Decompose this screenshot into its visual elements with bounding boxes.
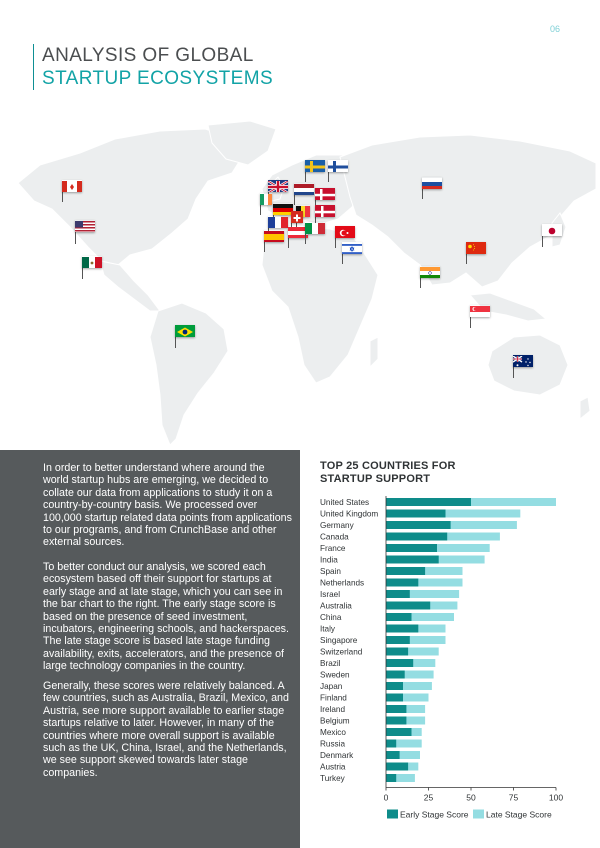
intro-paragraph: In order to better understand where around the world startup hubs are emerging, we decided to collate our data from applications to study it on a country-by-country basis. We processed over 100,000 startup related data points from applications to our programs, and from CrunchBase and other external sources. bbox=[43, 462, 292, 549]
category-label: Germany bbox=[320, 521, 354, 530]
uk-flag-icon bbox=[268, 180, 288, 192]
bar-early-stage bbox=[386, 694, 403, 702]
bar-early-stage bbox=[386, 763, 408, 771]
bar-early-stage bbox=[386, 717, 406, 725]
bar-early-stage bbox=[386, 510, 446, 518]
x-tick-label: 100 bbox=[548, 792, 564, 803]
bar-early-stage bbox=[386, 774, 396, 782]
category-label: China bbox=[320, 613, 342, 622]
usa-flag-icon bbox=[75, 220, 95, 232]
bar-early-stage bbox=[386, 521, 451, 529]
france-flag-icon bbox=[268, 216, 288, 228]
bar-early-stage bbox=[386, 682, 403, 690]
category-label: Italy bbox=[320, 624, 336, 634]
spain-flag-icon bbox=[264, 230, 284, 242]
bar-early-stage bbox=[386, 590, 410, 598]
category-label: Belgium bbox=[320, 716, 350, 726]
category-label: Israel bbox=[320, 590, 341, 599]
turkey-flag-icon bbox=[335, 226, 355, 238]
methodology-paragraph: To better conduct our analysis, we scored each ecosystem based off their support for startups at early stage and at late stage, which you can see in the bar chart to the right. The early stage score is based on the presence of seed investment, incubators, engineering schools, and hackerspaces. The late stage score is based late stage funding availability, exits, accelerators, and the presence of large technology companies in the country. bbox=[43, 561, 289, 673]
india-flag-icon bbox=[420, 266, 440, 278]
category-label: Netherlands bbox=[320, 578, 365, 588]
world-map bbox=[0, 115, 600, 450]
bar-early-stage bbox=[386, 728, 412, 736]
bar-early-stage bbox=[386, 498, 471, 506]
legend-swatch-early bbox=[387, 810, 398, 819]
category-label: United Kingdom bbox=[320, 509, 379, 519]
legend-label-late: Late Stage Score bbox=[486, 809, 552, 820]
australia-flag-icon bbox=[513, 355, 533, 367]
italy-flag-icon bbox=[305, 222, 325, 234]
bar-early-stage bbox=[386, 544, 437, 552]
findings-paragraph: Generally, these scores were relatively balanced. A few countries, such as Australia, Brazil, Mexico, and Austria, see more support available to earlier stage startups relative to later. However, in many of the countries where more overall support is available such as the UK, China, Israel, and the Netherlands, we see support skewed towards later stage companies. bbox=[43, 680, 289, 779]
sweden-flag-icon bbox=[305, 160, 325, 172]
finland-flag-icon bbox=[328, 160, 348, 172]
category-label: Brazil bbox=[320, 659, 341, 668]
denmark-flag-icon bbox=[315, 205, 335, 217]
denmark-flag-icon bbox=[315, 188, 335, 200]
flag-pin bbox=[175, 336, 176, 348]
category-label: Mexico bbox=[320, 728, 346, 737]
x-tick-label: 25 bbox=[423, 792, 434, 803]
bar-early-stage bbox=[386, 613, 412, 621]
flag-pin bbox=[82, 267, 83, 279]
category-label: Russia bbox=[320, 739, 346, 749]
category-label: Spain bbox=[320, 567, 341, 576]
chart-title: TOP 25 COUNTRIES FOR STARTUP SUPPORT bbox=[320, 460, 456, 485]
title-line-1: ANALYSIS OF GLOBAL bbox=[42, 45, 254, 66]
germany-flag-icon bbox=[273, 203, 293, 215]
israel-flag-icon bbox=[342, 242, 362, 254]
bar-early-stage bbox=[386, 671, 405, 679]
bar-early-stage bbox=[386, 648, 408, 656]
bar-early-stage bbox=[386, 705, 406, 713]
flag-pin bbox=[542, 235, 543, 247]
title-line-2: STARTUP ECOSYSTEMS bbox=[42, 68, 274, 89]
mexico-flag-icon bbox=[82, 256, 102, 268]
category-label: Turkey bbox=[320, 774, 345, 783]
brazil-flag-icon bbox=[175, 325, 195, 337]
category-label: Australia bbox=[320, 601, 352, 611]
x-tick-label: 0 bbox=[383, 792, 389, 803]
category-label: Switzerland bbox=[320, 647, 363, 657]
category-label: Sweden bbox=[320, 670, 350, 680]
bar-early-stage bbox=[386, 740, 396, 748]
category-label: Ireland bbox=[320, 705, 346, 714]
japan-flag-icon bbox=[542, 224, 562, 236]
bar-early-stage bbox=[386, 751, 400, 759]
singapore-flag-icon bbox=[470, 305, 490, 317]
category-label: Singapore bbox=[320, 636, 358, 645]
switzerland-flag-icon bbox=[291, 211, 303, 223]
x-tick-label: 50 bbox=[466, 792, 476, 803]
china-flag-icon bbox=[466, 242, 486, 254]
bar-early-stage bbox=[386, 533, 447, 541]
bar-early-stage bbox=[386, 579, 418, 587]
category-label: United States bbox=[320, 498, 370, 507]
legend-label-early: Early Stage Score bbox=[400, 809, 469, 820]
bar-chart bbox=[300, 490, 600, 830]
category-label: Denmark bbox=[320, 751, 354, 760]
bar-early-stage bbox=[386, 602, 430, 610]
category-label: Canada bbox=[320, 532, 349, 542]
category-label: France bbox=[320, 544, 346, 553]
category-label: Austria bbox=[320, 762, 346, 772]
category-label: Japan bbox=[320, 682, 343, 691]
bar-early-stage bbox=[386, 636, 410, 644]
bar-early-stage bbox=[386, 556, 439, 564]
bar-early-stage bbox=[386, 625, 418, 633]
bar-early-stage bbox=[386, 567, 425, 575]
category-label: India bbox=[320, 555, 338, 565]
canada-flag-icon bbox=[62, 180, 82, 192]
russia-flag-icon bbox=[422, 177, 442, 189]
bar-early-stage bbox=[386, 659, 413, 667]
flag-pin bbox=[75, 232, 76, 244]
page-title bbox=[33, 44, 273, 90]
flag-pin bbox=[470, 316, 471, 328]
ireland-flag-icon bbox=[260, 193, 272, 205]
netherlands-flag-icon bbox=[294, 183, 314, 195]
legend-swatch-late bbox=[473, 810, 484, 819]
flag-pin bbox=[513, 366, 514, 378]
category-label: Finland bbox=[320, 693, 347, 703]
page-number: 06 bbox=[549, 24, 560, 34]
x-tick-label: 75 bbox=[508, 792, 519, 803]
